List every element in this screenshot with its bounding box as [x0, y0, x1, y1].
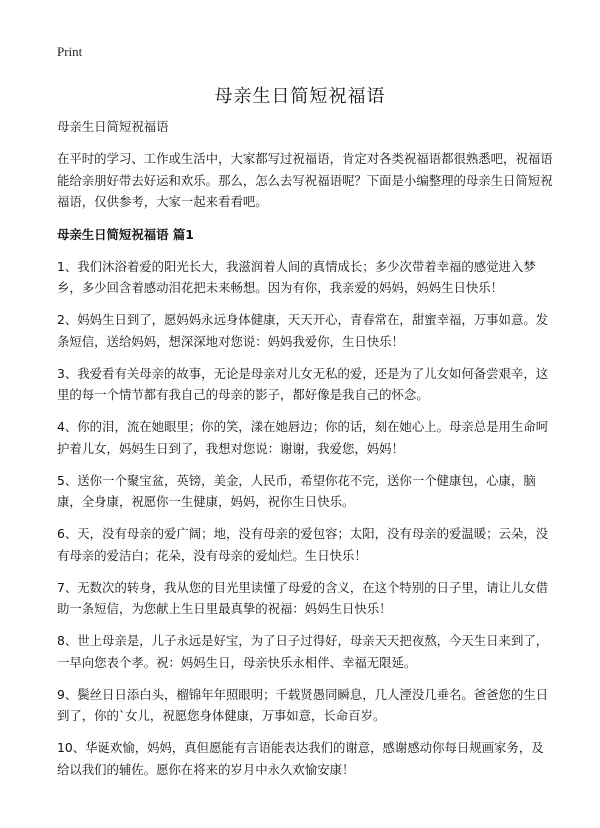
blessing-paragraph-1: 1、我们沐浴着爱的阳光长大，我滋润着人间的真情成长；多少次带着幸福的感觉进入梦乡，多少回含着感动泪花把未来畅想。因为有你，我亲爱的妈妈，妈妈生日快乐！	[57, 258, 536, 295]
article-subtitle: 母亲生日简短祝福语	[57, 119, 169, 134]
page-title: 母亲生日简短祝福语	[214, 86, 386, 107]
article-body	[57, 116, 553, 791]
blessing-paragraph-5: 5、送你一个聚宝盆，英镑，美金，人民币，希望你花不完，送你一个健康包，心康，脑康，全身康，祝愿你一生健康，妈妈，祝你生日快乐。	[57, 472, 536, 509]
blessing-paragraph-2: 2、妈妈生日到了，愿妈妈永远身体健康，天天开心，青春常在，甜蜜幸福，万事如意。发条短信，送给妈妈，想深深地对您说：妈妈我爱你，生日快乐！	[57, 312, 549, 349]
blessing-paragraph-6: 6、天，没有母亲的爱广阔；地，没有母亲的爱包容；太阳，没有母亲的爱温暖；云朵，没有母亲的爱洁白；花朵，没有母亲的爱灿烂。生日快乐！	[57, 526, 549, 563]
section-heading: 母亲生日简短祝福语 篇1	[57, 226, 194, 242]
blessing-paragraph-10: 10、华诞欢愉，妈妈，真但愿能有言语能表达我们的谢意，感谢感动你每日规画家务，及给以我们的辅佐。愿你在将来的岁月中永久欢愉安康！	[57, 740, 544, 777]
blessing-paragraph-7: 7、无数次的转身，我从您的目光里读懂了母爱的含义，在这个特别的日子里，请让儿女借助一条短信，为您献上生日里最真挚的祝福：妈妈生日快乐！	[57, 579, 549, 616]
intro-paragraph: 在平时的学习、工作或生活中，大家都写过祝福语，肯定对各类祝福语都很熟悉吧，祝福语能给亲朋好带去好运和欢乐。那么，怎么去写祝福语呢？下面是小编整理的母亲生日简短祝福语，仅供参考，大家一起来看看吧。	[57, 151, 553, 209]
blessing-paragraph-9: 9、鬓丝日日添白头，榴锦年年照眼明；千载贤愚同瞬息，几人湮没几垂名。爸爸您的生日到了，你的`女儿，祝愿您身体健康，万事如意，长命百岁。	[57, 686, 549, 723]
print-link[interactable]: Print	[57, 44, 83, 59]
blessing-paragraph-8: 8、世上母亲是，儿子永远是好宝，为了日子过得好，母亲天天把夜熬，今天生日来到了，一早向您表个孝。祝：妈妈生日，母亲快乐永相伴、幸福无限延。	[57, 633, 549, 670]
blessing-paragraph-3: 3、我爱看有关母亲的故事，无论是母亲对儿女无私的爱，还是为了儿女如何备尝艰辛，这里的每一个情节都有我自己的母亲的影子，都好像是我自己的怀念。	[57, 365, 549, 402]
blessing-paragraph-4: 4、你的泪，流在她眼里；你的笑，漾在她唇边；你的话，刻在她心上。母亲总是用生命呵护着儿女，妈妈生日到了，我想对您说：谢谢，我爱您，妈妈！	[57, 419, 549, 456]
